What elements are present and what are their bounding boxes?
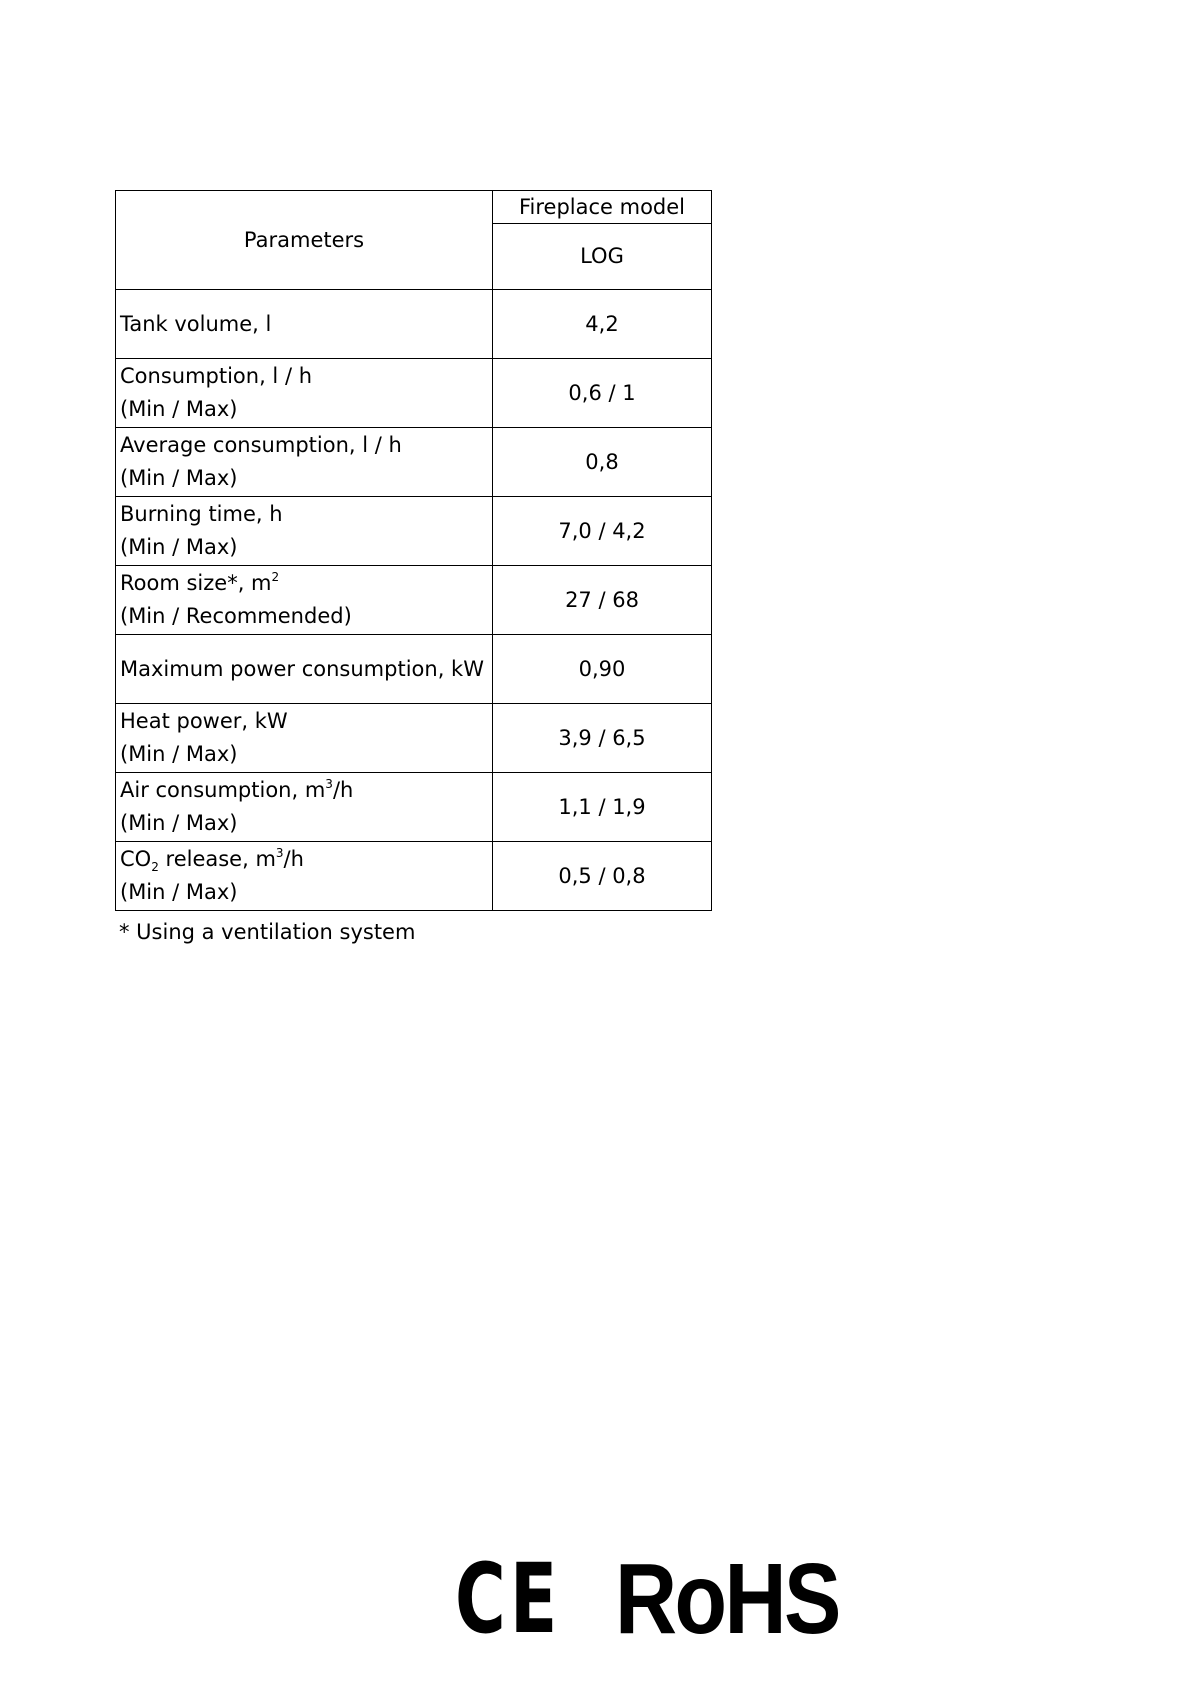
ce-mark-logo: CE [455, 1543, 562, 1655]
row-label-qualifier: (Min / Max) [120, 397, 238, 421]
table-row [116, 566, 712, 635]
row-label-qualifier: (Min / Max) [120, 742, 238, 766]
row-label-line: Consumption, l / h [120, 364, 313, 388]
row-value: 0,5 / 0,8 [493, 842, 712, 911]
row-label-qualifier: (Min / Max) [120, 811, 238, 835]
row-label [116, 773, 493, 842]
row-value: 1,1 / 1,9 [493, 773, 712, 842]
superscript: 3 [275, 846, 284, 860]
row-label-text: /h [332, 778, 354, 802]
table-row [116, 773, 712, 842]
row-value: 7,0 / 4,2 [493, 497, 712, 566]
row-label-line: Heat power, kW [120, 709, 288, 733]
row-label-qualifier: (Min / Recommended) [120, 604, 352, 628]
row-label-line [120, 567, 488, 600]
row-label-text: Room size*, m [120, 571, 272, 595]
row-label-line: Average consumption, l / h [120, 433, 402, 457]
row-label [116, 428, 493, 497]
row-value: 3,9 / 6,5 [493, 704, 712, 773]
row-label-text: CO [120, 847, 152, 871]
row-label [116, 497, 493, 566]
table-row [116, 290, 712, 359]
model-name-header: LOG [493, 224, 712, 290]
superscript: 2 [271, 570, 280, 584]
row-value: 0,8 [493, 428, 712, 497]
table-row [116, 635, 712, 704]
fireplace-model-header: Fireplace model [493, 191, 712, 224]
row-label [116, 842, 493, 911]
row-label [116, 359, 493, 428]
row-value: 0,90 [493, 635, 712, 704]
row-label-qualifier: (Min / Max) [120, 535, 238, 559]
footnote: * Using a ventilation system [119, 920, 416, 944]
row-label-line [120, 774, 488, 807]
row-label-line [120, 843, 488, 876]
row-label [116, 635, 493, 704]
row-label-qualifier: (Min / Max) [120, 466, 238, 490]
subscript: 2 [151, 860, 159, 874]
row-label [116, 566, 493, 635]
row-label-text: Air consumption, m [120, 778, 326, 802]
row-label-text: release, m [158, 847, 276, 871]
row-label [116, 704, 493, 773]
row-label [116, 290, 493, 359]
table-row [116, 704, 712, 773]
row-label-line: Maximum power consumption, kW [120, 656, 484, 681]
table-row [116, 842, 712, 911]
row-label-line: Tank volume, l [120, 311, 272, 336]
row-label-text: /h [283, 847, 304, 871]
row-value: 27 / 68 [493, 566, 712, 635]
table-row [116, 359, 712, 428]
parameters-header: Parameters [116, 191, 493, 290]
rohs-mark-logo: RoHS [615, 1543, 839, 1655]
row-label-line: Burning time, h [120, 502, 283, 526]
row-value: 4,2 [493, 290, 712, 359]
table-row [116, 428, 712, 497]
certification-marks [455, 1543, 875, 1655]
superscript: 3 [325, 777, 333, 791]
row-label-qualifier: (Min / Max) [120, 880, 238, 904]
table-row [116, 497, 712, 566]
row-value: 0,6 / 1 [493, 359, 712, 428]
specifications-table [115, 190, 712, 911]
